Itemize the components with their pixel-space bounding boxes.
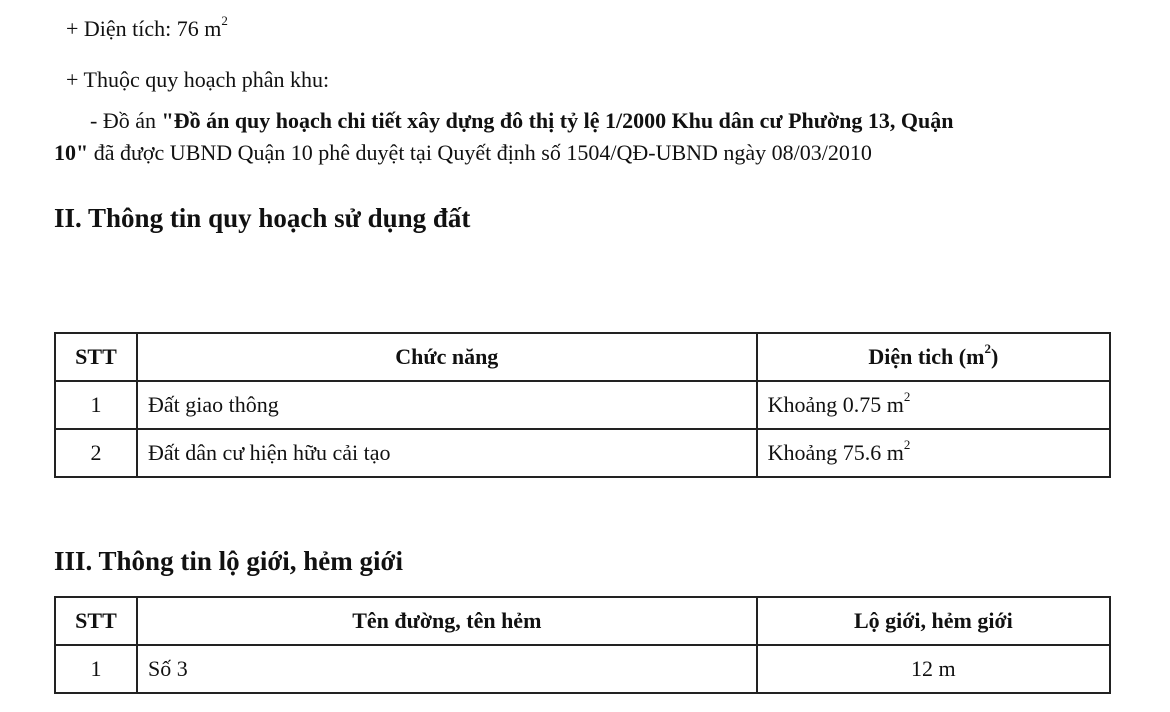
header-road-name: Tên đường, tên hẻm <box>137 597 757 645</box>
area-sup: 2 <box>221 13 228 28</box>
table-row <box>55 429 1110 477</box>
area-line <box>66 13 228 42</box>
table-header-row <box>55 333 1110 381</box>
plan-name-line2: 10" <box>54 140 89 165</box>
road-width-table <box>54 596 1111 694</box>
row-area-text: Khoảng 75.6 m <box>767 440 904 465</box>
header-area-sup: 2 <box>984 341 991 356</box>
table-header-row <box>55 597 1110 645</box>
section2-heading: II. Thông tin quy hoạch sử dụng đất <box>54 203 471 233</box>
table-row <box>55 645 1110 693</box>
header-stt: STT <box>55 597 137 645</box>
header-function: Chức năng <box>137 333 757 381</box>
table-row <box>55 381 1110 429</box>
row-area-sup: 2 <box>903 389 911 404</box>
row-road-name: Số 3 <box>137 645 757 693</box>
plan-suffix: đã được UBND Quận 10 phê duyệt tại Quyết định số 1504/QĐ-UBND ngày 08/03/2010 <box>88 140 872 165</box>
row-road-width: 12 m <box>757 645 1110 693</box>
header-stt: STT <box>55 333 137 381</box>
header-area-text: Diện tich (m <box>868 344 985 369</box>
row-stt: 1 <box>55 381 137 429</box>
plan-prefix: - Đồ án <box>90 108 162 133</box>
plan-line-1 <box>90 108 953 134</box>
row-area <box>757 429 1110 477</box>
row-area-sup: 2 <box>903 437 911 452</box>
area-text: + Diện tích: 76 m <box>66 16 222 41</box>
land-use-table <box>54 332 1111 478</box>
plan-name-line1: "Đồ án quy hoạch chi tiết xây dựng đô thị tỷ lệ 1/2000 Khu dân cư Phường 13, Quận <box>161 108 954 133</box>
row-area-text: Khoảng 0.75 m <box>767 392 904 417</box>
row-function: Đất giao thông <box>137 381 757 429</box>
plan-line-2 <box>54 140 872 166</box>
header-road-width: Lộ giới, hẻm giới <box>757 597 1110 645</box>
header-area-close: ) <box>990 344 999 369</box>
row-stt: 1 <box>55 645 137 693</box>
zone-line: + Thuộc quy hoạch phân khu: <box>66 67 330 92</box>
row-function: Đất dân cư hiện hữu cải tạo <box>137 429 757 477</box>
row-area <box>757 381 1110 429</box>
row-stt: 2 <box>55 429 137 477</box>
header-area <box>757 333 1110 381</box>
section3-heading: III. Thông tin lộ giới, hẻm giới <box>54 546 403 576</box>
